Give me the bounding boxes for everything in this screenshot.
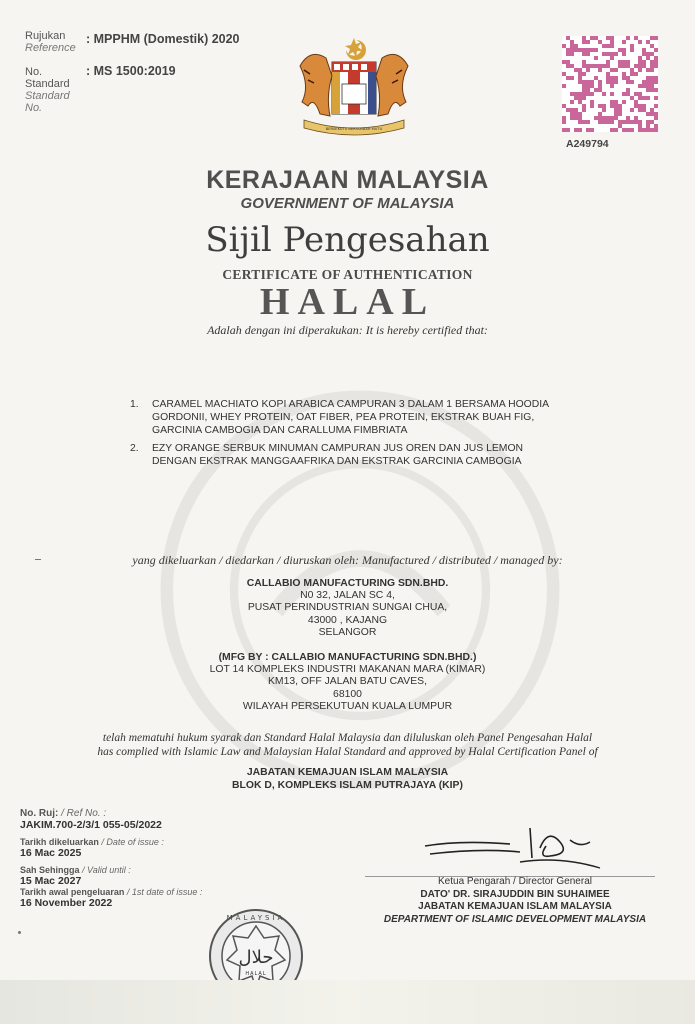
coat-of-arms-motto: BERSEKUTU BERTAMBAH MUTU [325,127,383,131]
company-address-line: 43000 , KAJANG [307,614,388,626]
reference-label-en: Reference [25,42,76,54]
no-label-en: No. [25,102,43,114]
manufacturer-address-line: 68100 [333,688,362,700]
product-list [130,398,570,473]
title-english: GOVERNMENT OF MALAYSIA [240,195,455,212]
manufactured-statement: yang dikeluarkan / diedarkan / diuruskan oleh: Manufactured / distributed / managed by: [132,553,563,567]
standard-label-text: Standard [25,78,70,90]
signature-icon [420,818,610,878]
issue-date-label: Tarikh dikeluarkan [20,837,99,847]
signatory-dept-english: DEPARTMENT OF ISLAMIC DEVELOPMENT MALAYSIA [383,913,647,925]
ref-no-label: No. Ruj: [20,808,59,819]
footer-band [0,980,695,1024]
compliance-english: has complied with Islamic Law and Malaysian Halal Standard and approved by Halal Certification Panel of [97,746,598,758]
company-address-line: PUSAT PERINDUSTRIAN SUNGAI CHUA, [247,602,448,614]
halal-logo-arabic: حلال [238,947,274,968]
halal-title: HALAL [259,281,436,323]
ref-no-label-en: / Ref No. : [61,808,107,819]
rujukan-label: Rujukan [25,30,66,42]
manufacturer-address-line: WILAYAH PERSEKUTUAN KUALA LUMPUR [242,700,453,712]
company-name: CALLABIO MANUFACTURING SDN.BHD. [246,578,449,589]
certificate-title-malay: Sijil Pengesahan [205,220,490,260]
product-name: CARAMEL MACHIATO KOPI ARABICA CAMPURAN 3 DALAM 1 BERSAMA HOODIA GORDONII, WHEY PROTEIN, OAT FIBER, PEA PROTEIN, EKSTRAK BUAH FIG, GARCINIA CAMBOGIA DAN CARALLUMA FIMBRIATA [152,399,549,436]
standard-value: : MS 1500:2019 [86,64,176,78]
certificate-details [20,808,202,909]
first-issue-value: 16 November 2022 [20,897,113,909]
qr-code-icon [562,36,658,132]
list-item [130,442,570,468]
halal-logo-ring-text: MALAYSIA [226,914,286,922]
manufacturer-name: (MFG BY : CALLABIO MANUFACTURING SDN.BHD.) [218,652,477,663]
halal-logo-label: HALAL [245,971,267,977]
compliance-statement [0,731,695,759]
reference-value: : MPPHM (Domestik) 2020 [86,32,240,46]
manufacturer-address-line: LOT 14 KOMPLEKS INDUSTRI MAKANAN MARA (KIMAR) [209,664,486,676]
title-malay: KERAJAAN MALAYSIA [206,166,489,194]
product-name: EZY ORANGE SERBUK MINUMAN CAMPURAN JUS OREN DAN JUS LEMON DENGAN EKSTRAK MANGGAAFRIKA DAN EKSTRAK GARCINIA CAMBOGIA [152,443,524,467]
issue-date-label-en: / Date of issue : [101,837,164,847]
standard-label-en: Standard [25,90,70,102]
company-address-line: SELANGOR [318,626,377,638]
signatory-dept-malay: JABATAN KEMAJUAN ISLAM MALAYSIA [418,901,612,912]
manufacturer-address [0,652,695,713]
ref-no-value: JAKIM.700-2/3/1 055-05/2022 [20,819,162,831]
decorative-dot [18,931,21,934]
signatory-name: DATO' DR. SIRAJUDDIN BIN SUHAIMEE [420,888,610,900]
first-issue-label: Tarikh awal pengeluaran [20,887,125,897]
product-number: 2. [130,443,139,454]
list-item [130,398,570,437]
signatory-title: Ketua Pengarah / Director General [438,876,592,887]
authority-name: JABATAN KEMAJUAN ISLAM MALAYSIA [246,767,449,778]
compliance-malay: telah mematuhi hukum syarak dan Standard Halal Malaysia dan diluluskan oleh Panel Pengesahan Halal [102,732,593,744]
first-issue-label-en: / 1st date of issue : [126,887,203,897]
manufacturer-address-line: KM13, OFF JALAN BATU CAVES, [268,676,427,688]
coat-of-arms-icon [290,36,418,140]
serial-number: A249794 [566,138,609,150]
product-number: 1. [130,399,139,410]
signatory-block [360,876,670,926]
certificate-title-english: CERTIFICATE OF AUTHENTICATION [222,267,473,282]
certified-statement: Adalah dengan ini diperakukan: It is hereby certified that: [207,323,488,337]
issue-date-value: 16 Mac 2025 [20,847,82,859]
company-address [0,578,695,639]
standard-label [25,66,70,114]
company-address-line: N0 32, JALAN SC 4, [300,590,395,602]
valid-until-value: 15 Mac 2027 [20,875,82,887]
no-label: No. [25,66,43,78]
valid-until-label: Sah Sehingga [20,865,80,875]
reference-label [25,30,76,54]
authority-address: BLOK D, KOMPLEKS ISLAM PUTRAJAYA (KIP) [232,779,463,791]
valid-until-label-en: / Valid until : [82,865,131,875]
authority-block [0,767,695,792]
